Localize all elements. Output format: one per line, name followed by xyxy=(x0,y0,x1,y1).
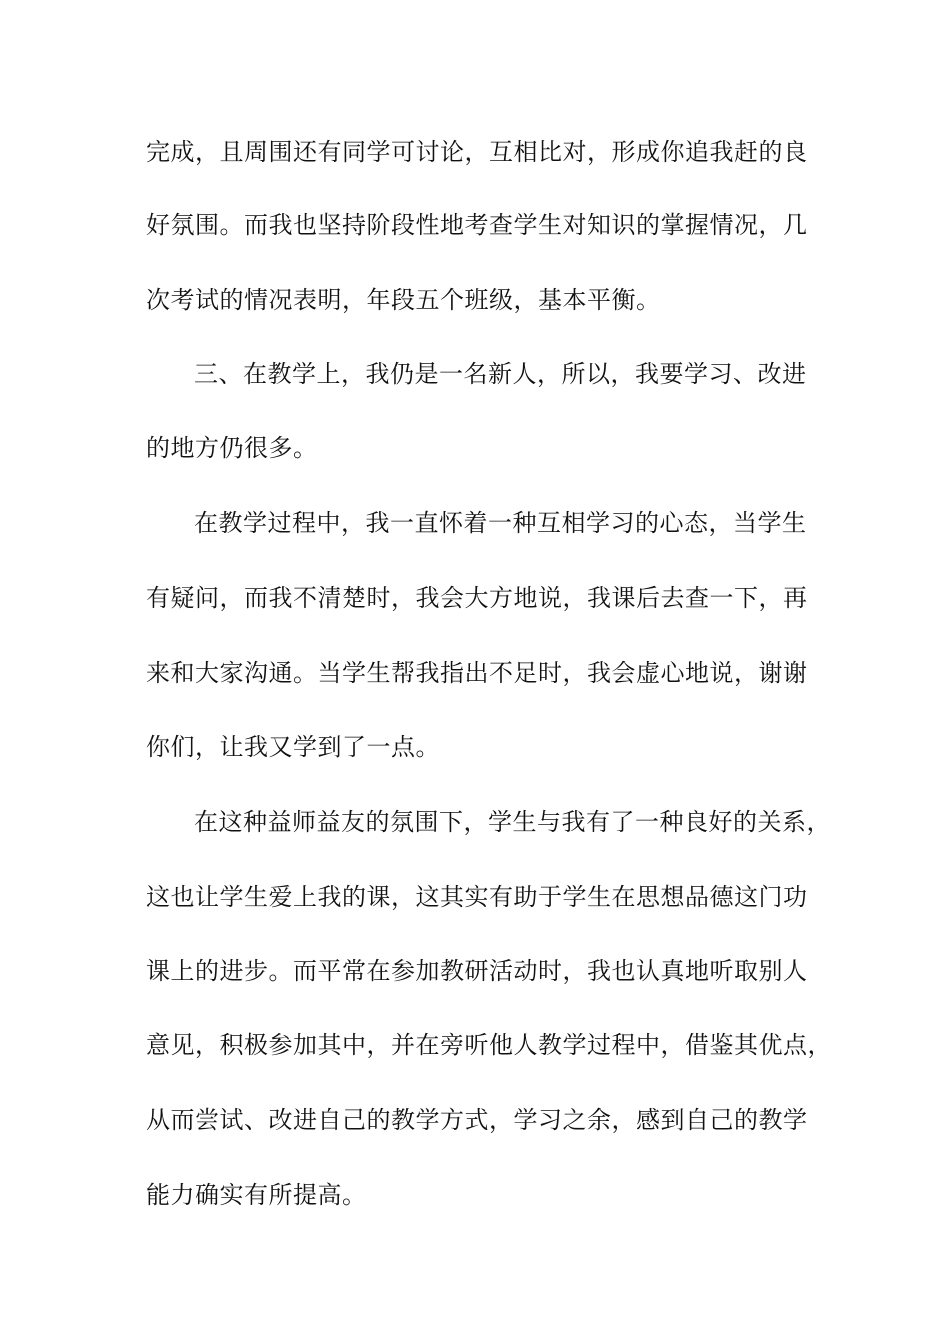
text-line: 有疑问，而我不清楚时，我会大方地说，我课后去查一下，再 xyxy=(146,584,808,612)
text-line: 三、在教学上，我仍是一名新人，所以，我要学习、改进 xyxy=(194,360,807,388)
text-line: 你们，让我又学到了一点。 xyxy=(146,733,440,761)
text-line: 好氛围。而我也坚持阶段性地考查学生对知识的掌握情况，几 xyxy=(146,211,808,239)
text-line: 在教学过程中，我一直怀着一种互相学习的心态，当学生 xyxy=(194,509,807,537)
text-line: 这也让学生爱上我的课，这其实有助于学生在思想品德这门功 xyxy=(146,883,808,911)
text-line: 来和大家沟通。当学生帮我指出不足时，我会虚心地说，谢谢 xyxy=(146,659,808,687)
text-line: 在这种益师益友的氛围下，学生与我有了一种良好的关系， xyxy=(194,808,831,836)
text-line: 从而尝试、改进自己的教学方式，学习之余，感到自己的教学 xyxy=(146,1106,808,1134)
text-line: 课上的进步。而平常在参加教研活动时，我也认真地听取别人 xyxy=(146,957,808,985)
text-line: 次考试的情况表明，年段五个班级，基本平衡。 xyxy=(146,286,661,314)
text-line: 完成，且周围还有同学可讨论，互相比对，形成你追我赶的良 xyxy=(146,138,808,166)
text-line: 能力确实有所提高。 xyxy=(146,1181,367,1209)
text-line: 意见，积极参加其中，并在旁听他人教学过程中，借鉴其优点， xyxy=(146,1031,832,1059)
text-line: 的地方仍很多。 xyxy=(146,434,318,462)
